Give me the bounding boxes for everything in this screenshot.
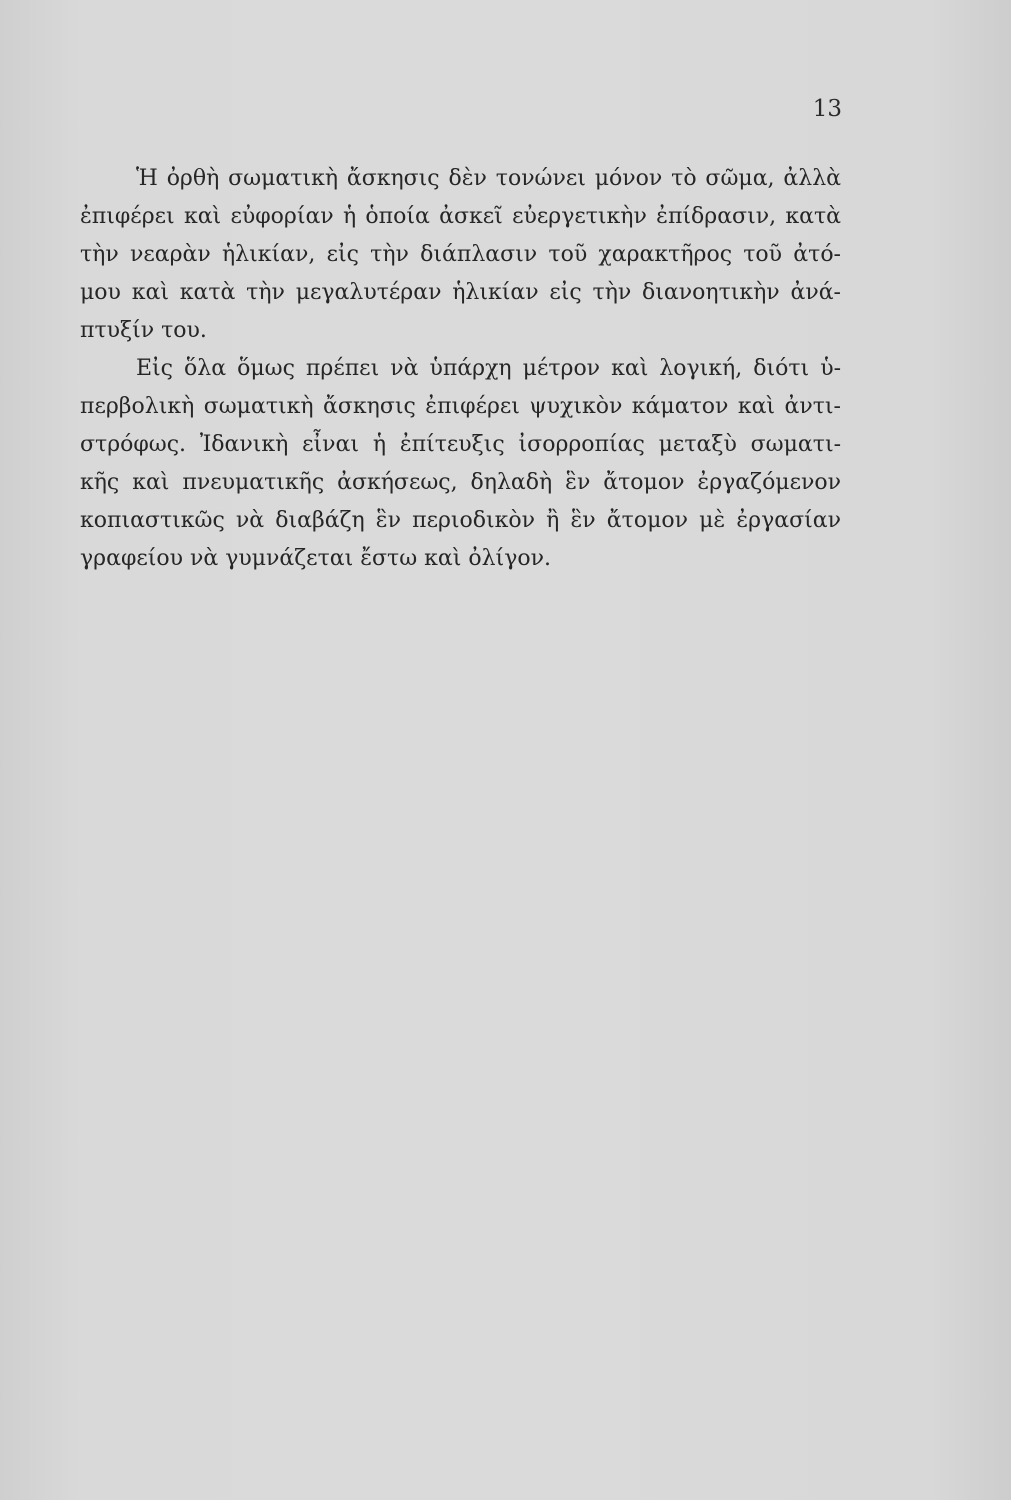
paragraph-2 [80, 350, 841, 578]
text-line: πτυξίν του. [80, 318, 207, 343]
text-line: τὴν νεαρὰν ἡλικίαν, εἰς τὴν διάπλασιν τοῦ χαρακτῆρος τοῦ ἀτό- [80, 242, 841, 267]
text-line: ἐπιφέρει καὶ εὐφορίαν ἡ ὁποία ἀσκεῖ εὐεργετικὴν ἐπίδρασιν, κατὰ [80, 204, 841, 229]
text-line: κοπιαστικῶς νὰ διαβάζη ἓν περιοδικὸν ἢ ἓν ἄτομον μὲ ἐργασίαν [80, 508, 841, 533]
text-line: περβολικὴ σωματικὴ ἄσκησις ἐπιφέρει ψυχικὸν κάματον καὶ ἀντι- [80, 394, 841, 419]
text-line: Εἰς ὅλα ὅμως πρέπει νὰ ὑπάρχη μέτρον καὶ λογική, διότι ὑ- [136, 356, 841, 381]
text-line: κῆς καὶ πνευματικῆς ἀσκήσεως, δηλαδὴ ἓν ἄτομον ἐργαζόμενον [80, 470, 841, 495]
page-number: 13 [812, 96, 842, 122]
text-line: στρόφως. Ἰδανικὴ εἶναι ἡ ἐπίτευξις ἰσορροπίας μεταξὺ σωματι- [80, 432, 841, 457]
text-line: μου καὶ κατὰ τὴν μεγαλυτέραν ἡλικίαν εἰς τὴν διανοητικὴν ἀνά- [80, 280, 841, 305]
text-line: γραφείου νὰ γυμνάζεται ἔστω καὶ ὀλίγον. [80, 546, 551, 571]
text-line: Ἡ ὀρθὴ σωματικὴ ἄσκησις δὲν τονώνει μόνον τὸ σῶμα, ἀλλὰ [136, 166, 841, 191]
body-text [80, 160, 841, 578]
paragraph-1 [80, 160, 841, 350]
